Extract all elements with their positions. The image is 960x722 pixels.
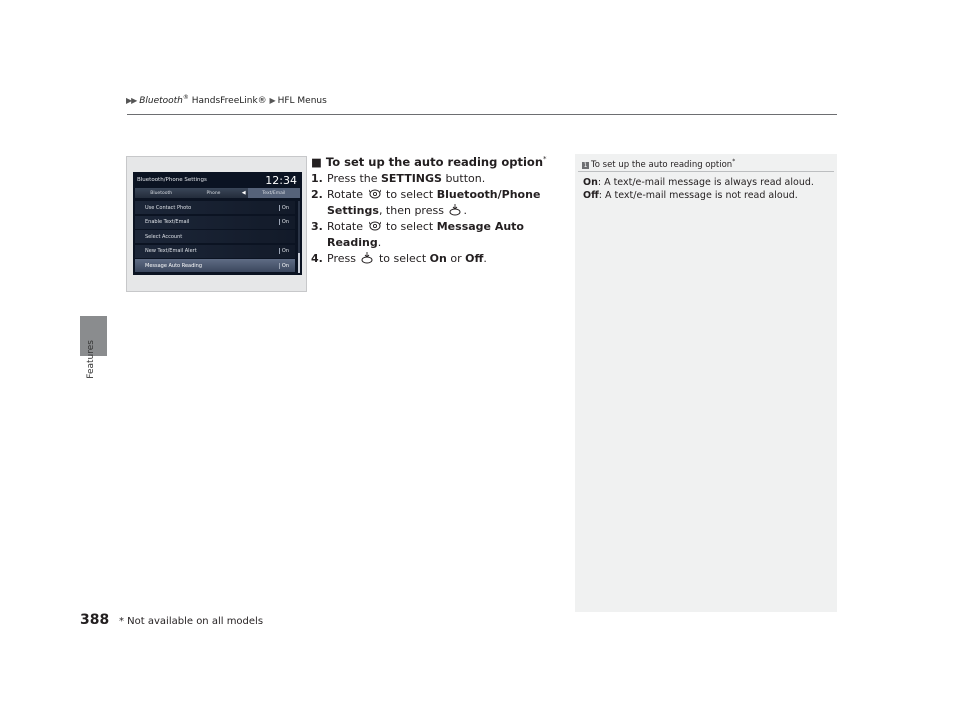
header-divider	[127, 114, 837, 115]
note-divider	[578, 171, 834, 172]
screen-menu-row-selected	[135, 259, 295, 272]
breadcrumb	[126, 94, 327, 106]
settings-screen-image	[133, 172, 302, 275]
screen-title: Bluetooth/Phone Settings	[137, 177, 207, 183]
step-text: Rotate	[327, 188, 367, 201]
step-text: Press	[327, 252, 360, 265]
note-reference-mark: 1	[583, 161, 588, 169]
note-text-on: : A text/e-mail message is always read aloud.	[597, 177, 814, 188]
note-body	[583, 176, 831, 202]
breadcrumb-hfl-menus: HFL Menus	[277, 96, 327, 106]
breadcrumb-handsfreelink: HandsFreeLink®	[188, 96, 267, 106]
screen-tab-arrow-icon: ◀	[241, 190, 246, 196]
step-text: Press the	[327, 172, 381, 185]
step-text: .	[377, 236, 382, 249]
breadcrumb-arrow-icon: ▶	[269, 96, 275, 105]
footnote: * Not available on all models	[119, 616, 264, 627]
screen-scroll-thumb	[298, 253, 300, 273]
heading-text: To set up the auto reading option	[325, 155, 544, 169]
settings-button-label: SETTINGS	[381, 172, 442, 185]
step-text: or	[446, 252, 466, 265]
note-title	[582, 158, 735, 170]
note-line-on	[583, 176, 831, 189]
heading-bullet: ■	[311, 155, 322, 169]
screen-scrollbar	[298, 201, 300, 273]
screen-tab-bar	[135, 188, 300, 198]
screen-row-value: On	[279, 219, 289, 225]
section-label: Features	[86, 340, 96, 379]
note-title-text: To set up the auto reading option	[591, 159, 733, 170]
screen-row-value: On	[279, 205, 289, 211]
step-text: button.	[441, 172, 486, 185]
screen-clock: 12:34	[265, 174, 297, 187]
step-text: .	[483, 252, 487, 265]
step-number: 1.	[311, 172, 323, 185]
step-3	[311, 219, 561, 251]
step-text: .	[463, 204, 467, 217]
screen-row-label: Use Contact Photo	[145, 204, 192, 211]
note-text-off: : A text/e-mail message is not read aloud.	[598, 190, 798, 201]
note-term-off: Off	[583, 190, 599, 201]
step-4	[311, 251, 561, 267]
step-number: 4.	[311, 252, 323, 265]
step-text: Rotate	[327, 220, 367, 233]
on-option: On	[429, 252, 447, 265]
step-text: to select	[382, 188, 437, 201]
step-text: to select	[375, 252, 430, 265]
screen-row-label: Message Auto Reading	[145, 262, 202, 269]
off-option: Off	[465, 252, 484, 265]
breadcrumb-bluetooth: Bluetooth	[139, 96, 183, 106]
section-heading	[311, 155, 547, 169]
note-asterisk: *	[732, 158, 736, 165]
breadcrumb-arrow-icon: ▶▶	[126, 96, 137, 105]
screen-tab-bluetooth: Bluetooth	[150, 190, 173, 196]
screen-tab-text-email: Text/Email	[248, 188, 300, 198]
step-number: 3.	[311, 220, 323, 233]
step-number: 2.	[311, 188, 323, 201]
screen-menu-row	[135, 201, 295, 214]
screen-row-label: Select Account	[145, 233, 183, 240]
screen-tab-phone: Phone	[206, 190, 221, 196]
screen-menu-row	[135, 245, 295, 258]
heading-asterisk: *	[543, 155, 547, 164]
screen-menu-row	[135, 216, 295, 229]
screen-menu-row	[135, 230, 295, 243]
press-selector-icon	[449, 204, 461, 216]
registered-mark: ®	[182, 94, 189, 101]
note-box	[575, 154, 837, 612]
screen-row-label: Enable Text/Email	[145, 219, 190, 225]
page-number: 388	[80, 612, 110, 628]
step-emphasis: Message Auto Reading	[327, 220, 524, 249]
step-text: to select	[382, 220, 437, 233]
screen-row-label: New Text/Email Alert	[145, 248, 197, 254]
rotate-selector-icon	[369, 188, 381, 200]
step-1	[311, 171, 561, 187]
screen-row-value: On	[279, 248, 289, 254]
procedure-steps	[311, 171, 561, 267]
press-selector-icon	[361, 252, 373, 264]
screen-row-value: On	[279, 263, 289, 269]
step-2	[311, 187, 561, 219]
step-text: , then press	[378, 204, 448, 217]
note-line-off	[583, 189, 831, 202]
screen-menu-list	[135, 201, 295, 274]
step-emphasis: Bluetooth/Phone Settings	[327, 188, 541, 217]
rotate-selector-icon	[369, 220, 381, 232]
note-term-on: On	[583, 177, 598, 188]
